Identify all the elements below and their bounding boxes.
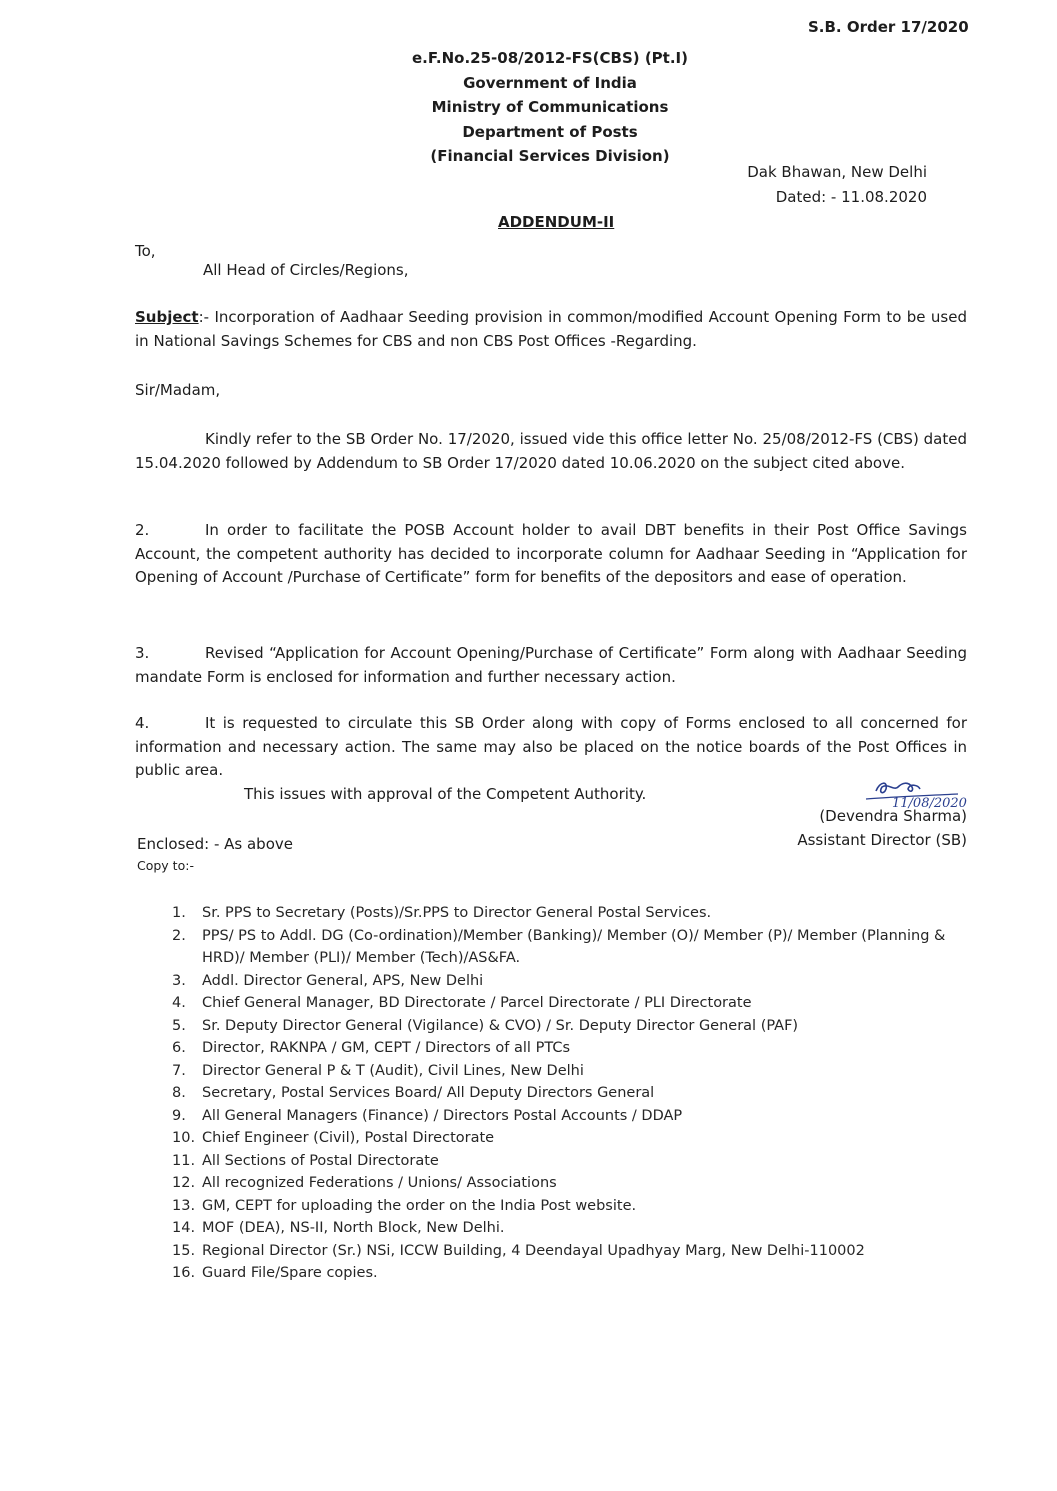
copy-list-number: 11. <box>172 1152 196 1169</box>
paragraph-3-text: Revised “Application for Account Opening/Purchase of Certificate” Form along with Aadhaar Seeding mandate Form is enclosed for information and further necessary action. <box>135 644 967 686</box>
copy-list-item <box>172 925 972 970</box>
copy-list-number: 10. <box>172 1130 196 1146</box>
paragraph-2-text: In order to facilitate the POSB Account holder to avail DBT benefits in their Post Office Savings Account, the competent authority has decided to incorporate column for Aadhaar Seeding in “Application for Opening of Account /Purchase of Certificate” form for benefits of the depositors and ease of operation. <box>135 521 967 586</box>
copy-list-item <box>172 1037 972 1060</box>
copy-list-text: Chief Engineer (Civil), Postal Directorate <box>202 1130 495 1146</box>
recipient: All Head of Circles/Regions, <box>203 261 409 279</box>
paragraph-2 <box>135 519 967 590</box>
copy-list-item <box>172 1195 972 1218</box>
paragraph-1-text: Kindly refer to the SB Order No. 17/2020, issued vide this office letter No. 25/08/2012-FS (CBS) dated 15.04.2020 followed by Addendum to SB Order 17/2020 dated 10.06.2020 on the subject cited above. <box>135 430 967 472</box>
copy-list-number: 3. <box>172 972 186 989</box>
copy-list-number: 12. <box>172 1175 196 1191</box>
paragraph-3-number: 3. <box>135 644 150 662</box>
copy-list-text: GM, CEPT for uploading the order on the India Post website. <box>202 1197 637 1214</box>
ministry-line: Ministry of Communications <box>431 98 669 116</box>
copy-list-item <box>172 1240 972 1263</box>
copy-list-item <box>172 992 972 1015</box>
copy-list-text: Sr. Deputy Director General (Vigilance) & CVO) / Sr. Deputy Director General (PAF) <box>202 1017 799 1034</box>
date: Dated: - 11.08.2020 <box>775 188 927 206</box>
subject-text: :- Incorporation of Aadhaar Seeding provision in common/modified Account Opening Form to be used in National Savings Schemes for CBS and non CBS Post Offices -Regarding. <box>135 308 967 350</box>
division-line: (Financial Services Division) <box>430 147 670 165</box>
order-number: S.B. Order 17/2020 <box>808 18 969 36</box>
salutation: Sir/Madam, <box>135 381 221 399</box>
copy-list-item <box>172 1015 972 1038</box>
copy-list-number: 6. <box>172 1040 186 1056</box>
department-line: Department of Posts <box>462 122 638 141</box>
copy-to-list <box>172 902 972 1285</box>
paragraph-4 <box>135 712 967 783</box>
place: Dak Bhawan, New Delhi <box>747 163 927 181</box>
copy-list-item <box>172 1105 972 1128</box>
signature-date: 11/08/2020 <box>892 796 967 811</box>
enclosed-line: Enclosed: - As above <box>137 835 293 853</box>
paragraph-4-number: 4. <box>135 714 150 732</box>
copy-list-number: 7. <box>172 1062 186 1079</box>
paragraph-1 <box>135 428 967 475</box>
copy-list-text: All recognized Federations / Unions/ Associations <box>202 1175 557 1191</box>
copy-list-text: Secretary, Postal Services Board/ All Deputy Directors General <box>202 1085 655 1101</box>
copy-list-number: 15. <box>172 1242 196 1259</box>
approval-line: This issues with approval of the Competent Authority. <box>244 785 647 803</box>
copy-list-item <box>172 1172 972 1195</box>
copy-list-text: Chief General Manager, BD Directorate / Parcel Directorate / PLI Directorate <box>202 995 752 1011</box>
signer-block <box>797 804 967 852</box>
copy-list-text: Director, RAKNPA / GM, CEPT / Directors of all PTCs <box>202 1040 571 1056</box>
copy-list-number: 16. <box>172 1265 196 1281</box>
copy-list-number: 14. <box>172 1220 196 1236</box>
subject-label: Subject <box>135 308 199 326</box>
copy-list-text: PPS/ PS to Addl. DG (Co-ordination)/Member (Banking)/ Member (O)/ Member (P)/ Member (Planning & HRD)/ Member (PLI)/ Member (Tech)/AS&FA. <box>202 927 946 966</box>
copy-list-item <box>172 970 972 993</box>
copy-list-item <box>172 1127 972 1150</box>
paragraph-3 <box>135 642 967 689</box>
copy-list-number: 2. <box>172 927 186 944</box>
copy-list-text: All General Managers (Finance) / Directors Postal Accounts / DDAP <box>202 1107 683 1124</box>
to-label: To, <box>135 242 156 260</box>
subject-paragraph <box>135 306 967 353</box>
copy-list-item <box>172 1217 972 1240</box>
copy-list-number: 4. <box>172 995 186 1011</box>
copy-list-item <box>172 1150 972 1173</box>
copy-list-text: Director General P & T (Audit), Civil Lines, New Delhi <box>202 1062 584 1079</box>
signer-name: (Devendra Sharma) <box>819 807 967 825</box>
letter-header <box>380 46 720 169</box>
paragraph-4-text: It is requested to circulate this SB Order along with copy of Forms enclosed to all concerned for information and necessary action. The same may also be placed on the notice boards of the Post Offices in public area. <box>135 714 967 779</box>
signer-title: Assistant Director (SB) <box>797 831 967 849</box>
copy-list-item <box>172 1060 972 1083</box>
file-number: e.F.No.25-08/2012-FS(CBS) (Pt.I) <box>412 49 688 67</box>
place-date-block <box>747 160 927 210</box>
copy-list-number: 13. <box>172 1197 196 1214</box>
copy-list-text: All Sections of Postal Directorate <box>202 1152 439 1169</box>
paragraph-2-number: 2. <box>135 521 150 539</box>
copy-list-text: Guard File/Spare copies. <box>202 1265 378 1281</box>
copy-list-text: Addl. Director General, APS, New Delhi <box>202 972 484 989</box>
copy-list-text: MOF (DEA), NS-II, North Block, New Delhi. <box>202 1220 505 1236</box>
copy-list-text: Sr. PPS to Secretary (Posts)/Sr.PPS to Director General Postal Services. <box>202 905 712 921</box>
copy-list-number: 5. <box>172 1017 186 1034</box>
copy-list-item <box>172 1262 972 1285</box>
copy-list-number: 1. <box>172 905 186 921</box>
copy-list-item <box>172 902 972 925</box>
copy-list-number: 8. <box>172 1085 186 1101</box>
copy-to-label: Copy to:- <box>137 858 194 873</box>
government-line: Government of India <box>463 73 637 92</box>
document-title: ADDENDUM-II <box>498 213 615 231</box>
copy-list-item <box>172 1082 972 1105</box>
copy-list-number: 9. <box>172 1107 186 1124</box>
copy-list-text: Regional Director (Sr.) NSi, ICCW Building, 4 Deendayal Upadhyay Marg, New Delhi-110002 <box>202 1242 865 1259</box>
